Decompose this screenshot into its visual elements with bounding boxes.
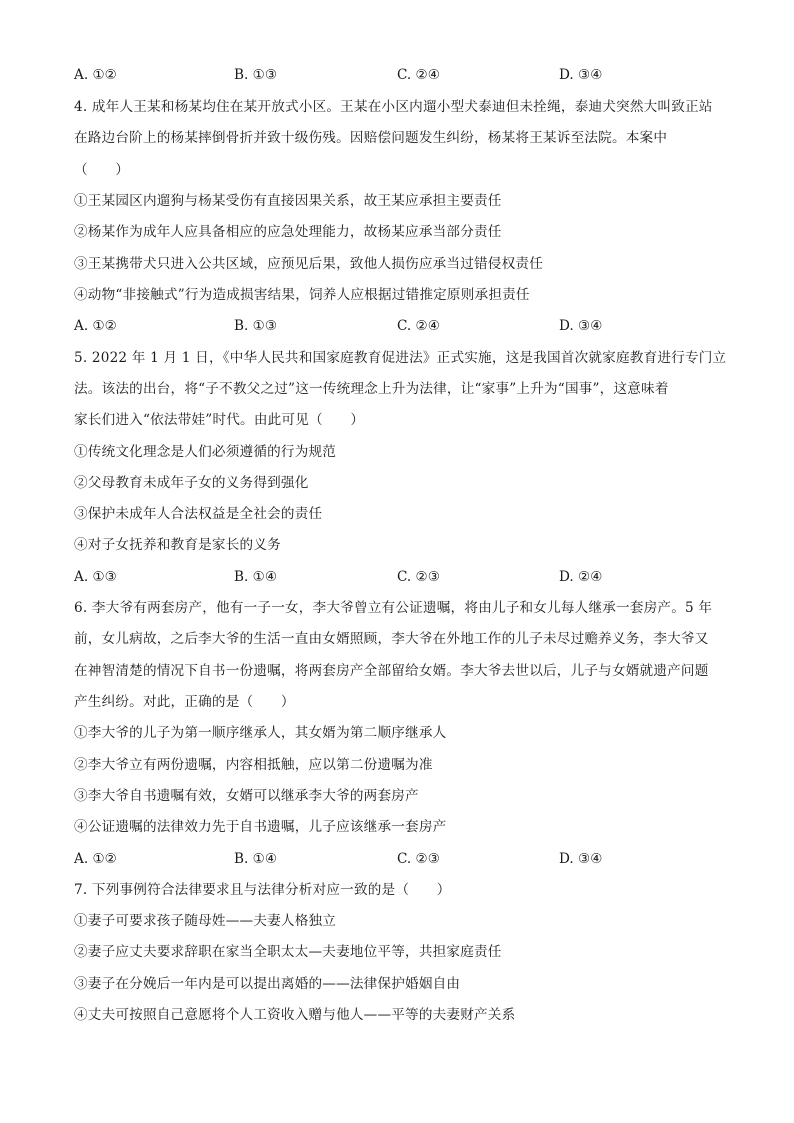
q5-stem-line-2: 法。该法的出台，将“子不教父之过”这一传统理念上升为法律，让“家事”上升为“国事”，这意味着 (74, 381, 669, 397)
q6-stem-line-4: 产生纠纷。对此，正确的是（ ） (74, 694, 295, 710)
q7-item-3: ③妻子在分娩后一年内是可以提出离婚的——法律保护婚姻自由 (74, 976, 461, 992)
q4-option-a[interactable]: A. ①② (74, 318, 117, 334)
q5-option-d[interactable]: D. ②④ (559, 569, 603, 585)
q4-option-b[interactable]: B. ①③ (234, 318, 278, 334)
q6-item-2: ②李大爷立有两份遗嘱，内容相抵触，应以第二份遗嘱为准 (74, 757, 433, 773)
q6-option-a[interactable]: A. ①② (74, 851, 117, 867)
q5-item-4: ④对子女抚养和教育是家长的义务 (74, 537, 281, 553)
q5-option-b[interactable]: B. ①④ (234, 569, 278, 585)
q6-options (74, 849, 724, 869)
q4-option-d[interactable]: D. ③④ (559, 318, 603, 334)
q4-options (74, 316, 724, 336)
q3-option-a[interactable]: A. ①② (74, 67, 117, 83)
q4-option-c[interactable]: C. ②④ (397, 318, 440, 334)
q4-stem-line-3: （ ） (74, 162, 130, 178)
q4-item-3: ③王某携带犬只进入公共区域，应预见后果，致他人损伤应承当过错侵权责任 (74, 256, 543, 272)
q4-item-1: ①王某园区内遛狗与杨某受伤有直接因果关系，故王某应承担主要责任 (74, 193, 502, 209)
q7-stem-line-1: 7. 下列事例符合法律要求且与法律分析对应一致的是（ ） (74, 882, 451, 898)
q3-options (74, 65, 724, 85)
q6-item-1: ①李大爷的儿子为第一顺序继承人，其女婿为第二顺序继承人 (74, 725, 447, 741)
q5-item-1: ①传统文化理念是人们必须遵循的行为规范 (74, 444, 337, 460)
q6-option-b[interactable]: B. ①④ (234, 851, 278, 867)
q6-stem-line-3: 在神智清楚的情况下自书一份遗嘱，将两套房产全部留给女婿。李大爷去世以后，儿子与女婿就遗产问题 (74, 663, 709, 679)
q5-option-c[interactable]: C. ②③ (397, 569, 440, 585)
q3-option-c[interactable]: C. ②④ (397, 67, 440, 83)
q4-stem-line-2: 在路边台阶上的杨某摔倒骨折并致十级伤残。因赔偿问题发生纠纷，杨某将王某诉至法院。本案中 (74, 130, 668, 146)
q6-option-d[interactable]: D. ③④ (559, 851, 603, 867)
q6-option-c[interactable]: C. ②③ (397, 851, 440, 867)
q7-item-2: ②妻子应丈夫要求辞职在家当全职太太—夫妻地位平等，共担家庭责任 (74, 944, 502, 960)
q3-option-d[interactable]: D. ③④ (559, 67, 603, 83)
q7-item-4: ④丈夫可按照自己意愿将个人工资收入赠与他人——平等的夫妻财产关系 (74, 1007, 516, 1023)
q5-stem-line-1: 5. 2022 年 1 月 1 日，《中华人民共和国家庭教育促进法》正式实施，这是我国首次就家庭教育进行专门立 (74, 350, 727, 366)
q4-item-2: ②杨某作为成年人应具备相应的应急处理能力，故杨某应承当部分责任 (74, 224, 502, 240)
q6-item-3: ③李大爷自书遗嘱有效，女婿可以继承李大爷的两套房产 (74, 788, 419, 804)
q3-option-b[interactable]: B. ①③ (234, 67, 278, 83)
q4-item-4: ④动物“非接触式”行为造成损害结果，饲养人应根据过错推定原则承担责任 (74, 287, 530, 303)
q5-options (74, 567, 724, 587)
q5-item-2: ②父母教育未成年子女的义务得到强化 (74, 475, 309, 491)
q5-stem-line-3: 家长们进入“依法带娃”时代。由此可见（ ） (74, 412, 365, 428)
q5-item-3: ③保护未成年人合法权益是全社会的责任 (74, 506, 323, 522)
q6-item-4: ④公证遗嘱的法律效力先于自书遗嘱，儿子应该继承一套房产 (74, 819, 447, 835)
q7-item-1: ①妻子可要求孩子随母姓——夫妻人格独立 (74, 913, 337, 929)
q5-option-a[interactable]: A. ①③ (74, 569, 117, 585)
q4-stem-line-1: 4. 成年人王某和杨某均住在某开放式小区。王某在小区内遛小型犬泰迪但未拴绳，泰迪犬突然大叫致正站 (74, 99, 713, 115)
q6-stem-line-2: 前，女儿病故，之后李大爷的生活一直由女婿照顾，李大爷在外地工作的儿子未尽过赡养义务，李大爷又 (74, 631, 709, 647)
q6-stem-line-1: 6. 李大爷有两套房产，他有一子一女，李大爷曾立有公证遗嘱，将由儿子和女儿每人继承一套房产。5 年 (74, 600, 713, 616)
